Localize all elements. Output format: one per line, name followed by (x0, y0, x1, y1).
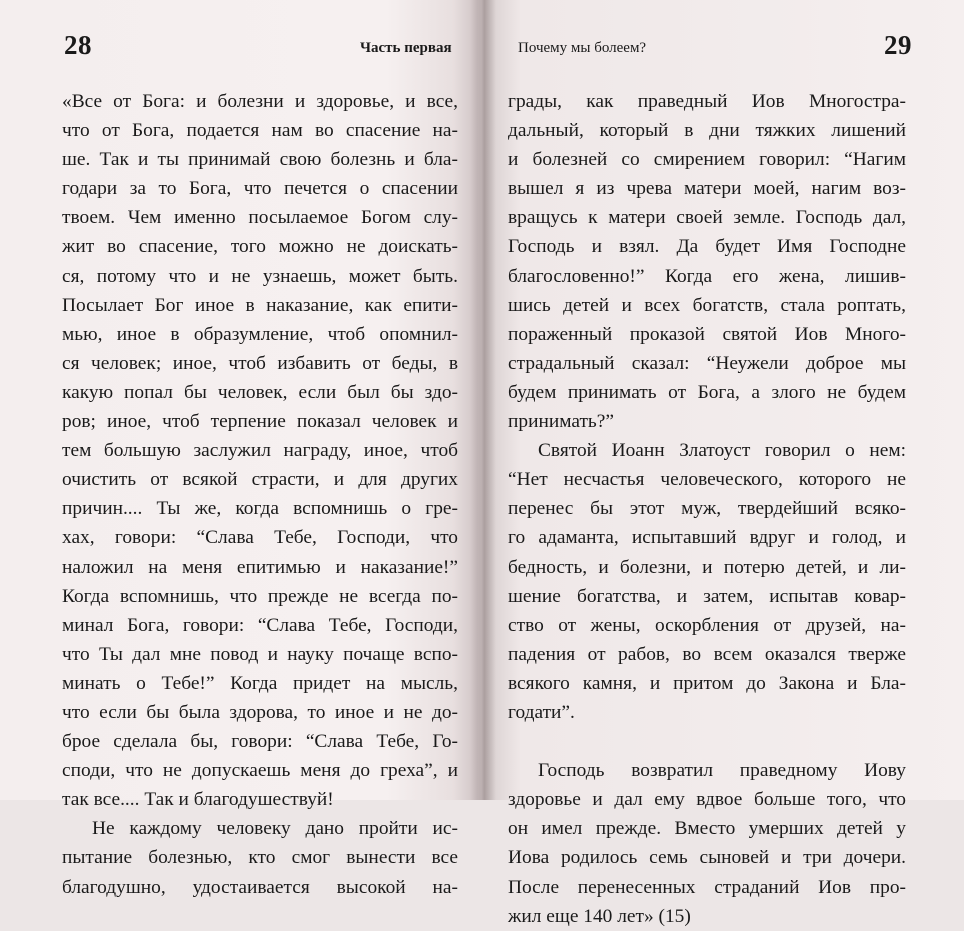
text-line: падения от рабов, во всем оказался тверже (508, 643, 906, 665)
text-line: причин.... Ты же, когда вспомнишь о гре- (62, 498, 458, 520)
text-line: ше. Так и ты принимай свою болезнь и бла- (62, 149, 458, 171)
text-line: ров; иное, чтоб терпение показал человек и (62, 411, 458, 433)
text-line: «Все от Бога: и болезни и здоровье, и все, (62, 91, 458, 112)
text-line: пытание болезнью, кто смог вынести все (62, 847, 458, 869)
text-line: шись детей и всех богатств, стала роптать, (508, 294, 906, 316)
text-line: жил еще 140 лет» (15) (508, 905, 691, 927)
text-line: всякого камня, и притом до Закона и Бла- (508, 672, 906, 694)
text-line: страдальный сказал: “Неужели доброе мы (508, 352, 906, 374)
text-line: минал Бога, говори: “Слава Тебе, Господи, (62, 614, 458, 636)
text-line: пораженный проказой святой Иов Много- (508, 323, 906, 345)
text-line: бедность, и болезни, и потерю детей, и ли- (508, 556, 906, 578)
text-line: здоровье и дал ему вдвое больше того, что (508, 789, 906, 811)
left-page-text (62, 87, 458, 902)
text-line: очистить от всякой страсти, и для других (62, 469, 458, 491)
text-line: мью, иное в образумление, чтоб опомнил- (62, 323, 458, 345)
text-line: твоем. Чем именно посылаемое Богом слу- (62, 207, 458, 229)
text-line: минать о Тебе!” Когда придет на мысль, (62, 672, 458, 694)
text-line: какую попал бы человек, если был бы здо- (62, 381, 458, 403)
right-page-text (508, 87, 906, 931)
text-line: принимать?” (508, 411, 614, 433)
page-number: 28 (64, 30, 92, 60)
text-line: так все.... Так и благодушествуй! (62, 789, 334, 811)
text-line: Святой Иоанн Златоуст говорил о нем: (538, 440, 906, 462)
text-line: вращусь к матери своей земле. Господь дал, (508, 207, 906, 229)
text-line: что Ты дал мне повод и науку почаще вспо- (62, 643, 458, 665)
text-line: тем большую заслужил награду, иное, чтоб (62, 440, 458, 462)
text-line: наложил на меня епитимью и наказание!” (62, 556, 458, 578)
left-page-header (0, 30, 470, 64)
text-line: го адаманта, испытавший вдруг и голод, и (508, 527, 906, 549)
text-line: Посылает Бог иное в наказание, как епити- (62, 294, 458, 316)
text-line: “Нет несчастья человеческого, которого не (508, 469, 906, 491)
text-line: ся человек; иное, чтоб избавить от беды, в (62, 352, 458, 374)
text-line: Когда вспомнишь, что прежде не всегда по- (62, 585, 458, 607)
text-line: будем принимать от Бога, а злого не будем (508, 381, 906, 403)
text-line: благодушно, удостаивается высокой на- (62, 876, 458, 898)
text-line: шение богатства, и затем, испытав ковар- (508, 585, 906, 607)
text-line: Господь возвратил праведному Иову (538, 760, 906, 782)
text-line: и болезней со смирением говорил: “Нагим (508, 149, 906, 171)
text-line: хах, говори: “Слава Тебе, Господи, что (62, 527, 458, 549)
text-line: грады, как праведный Иов Многостра- (508, 91, 906, 112)
left-page (0, 0, 470, 898)
text-line: годати”. (508, 701, 575, 723)
text-line: перенес бы этот муж, твердейший всяко- (508, 498, 906, 520)
text-line: Господь и взял. Да будет Имя Господне (508, 236, 906, 258)
text-line: что от Бога, подается нам во спасение на- (62, 120, 458, 142)
text-line: После перенесенных страданий Иов про- (508, 876, 906, 898)
running-head: Часть первая (360, 40, 452, 56)
text-line: годари за то Бога, что печется о спасении (62, 178, 458, 200)
text-line: дальный, который в дни тяжких лишений (508, 120, 906, 142)
running-head: Почему мы болеем? (518, 40, 647, 56)
right-page-header (496, 30, 964, 64)
text-line: он имел прежде. Вместо умерших детей у (508, 818, 906, 840)
text-line: жит во спасение, того можно не доискать- (62, 236, 458, 258)
right-page (496, 0, 964, 927)
text-line: Не каждому человеку дано пройти ис- (92, 818, 458, 840)
page-number: 29 (884, 30, 912, 60)
text-line: благословенно!” Когда его жена, лишив- (508, 265, 906, 287)
text-line: что если бы была здорова, то иное и не до- (62, 701, 458, 723)
text-line: брое сделала бы, говори: “Слава Тебе, Го- (62, 731, 458, 753)
text-line: ся, потому что и не узнаешь, может быть. (62, 265, 458, 287)
text-line: ство от жены, оскорбления от друзей, на- (508, 614, 906, 636)
text-line: Иова родилось семь сыновей и три дочери. (508, 847, 906, 869)
book-gutter (470, 0, 496, 800)
text-line: споди, что не допускаешь меня до греха”, и (62, 760, 458, 782)
text-line: вышел я из чрева матери моей, нагим воз- (508, 178, 906, 200)
blank-line (508, 727, 906, 756)
